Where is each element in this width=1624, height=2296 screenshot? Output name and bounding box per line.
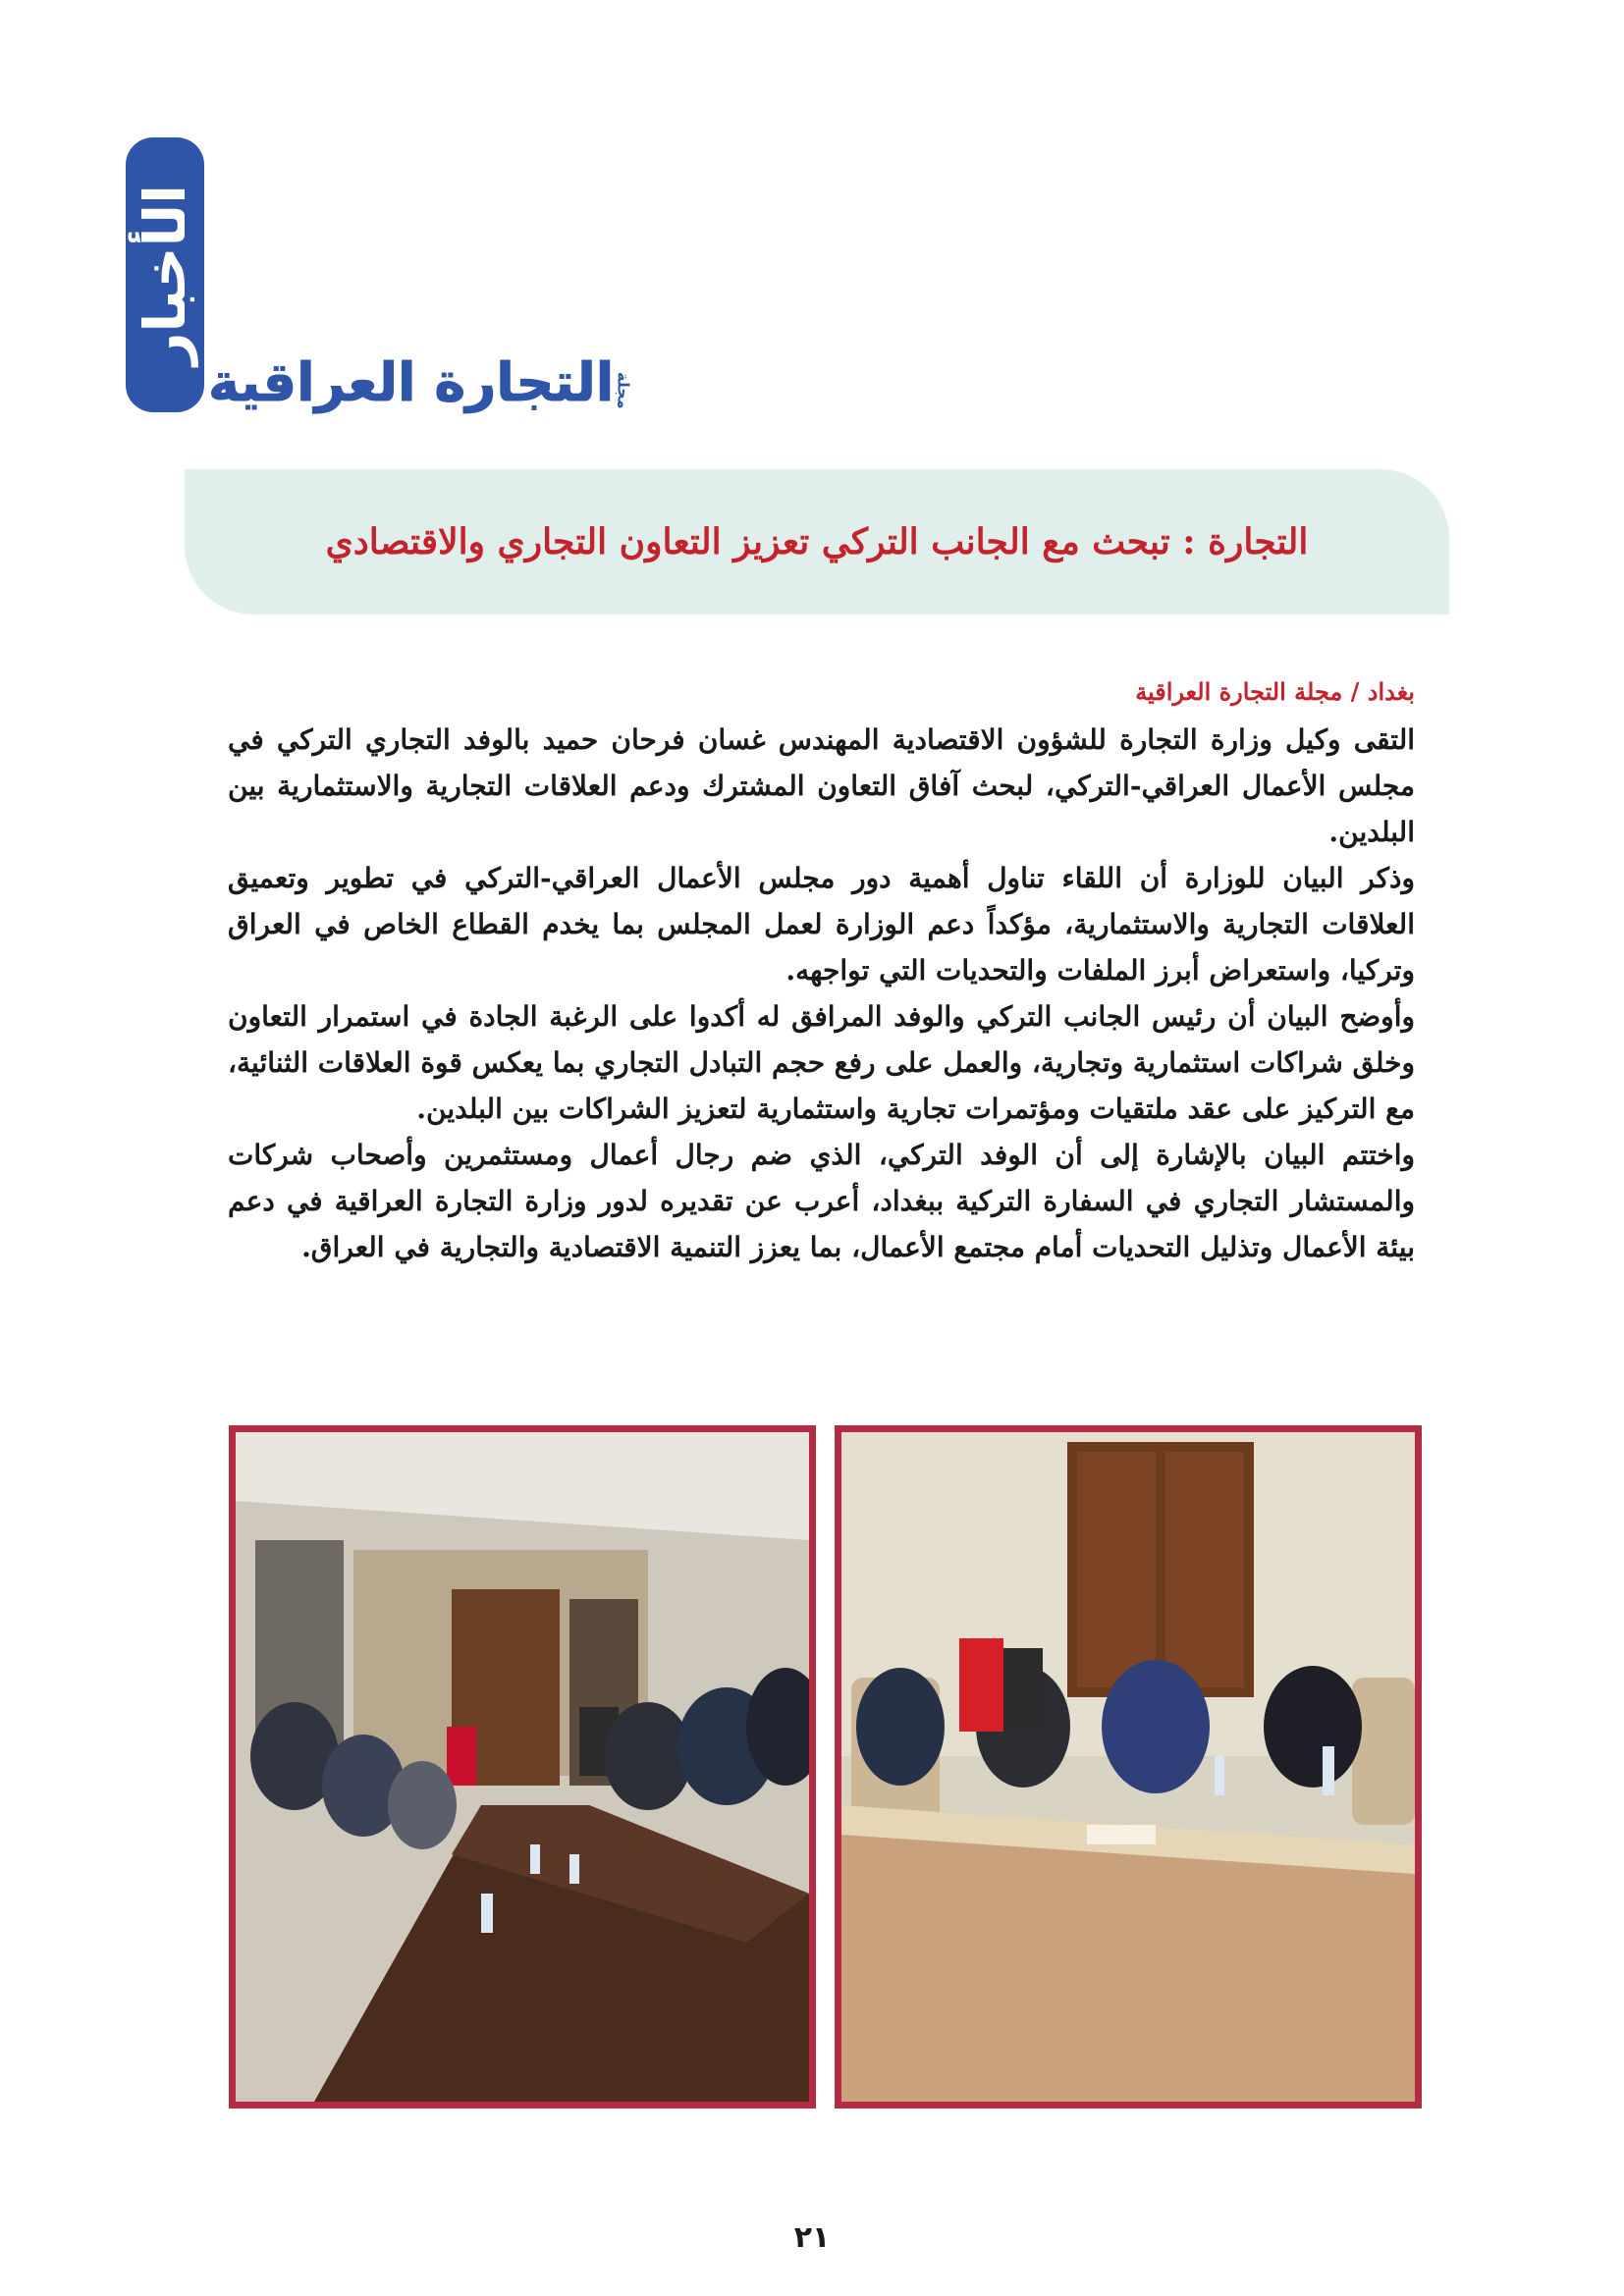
page-number: ٢١ xyxy=(793,2220,831,2255)
logo-name: التجارة العراقية xyxy=(208,351,615,413)
article-paragraph: واختتم البيان بالإشارة إلى أن الوفد التركي، الذي ضم رجال أعمال ومستثمرين وأصحاب شركات والمستشار التجاري في السفارة التركية ببغداد، أعرب عن تقديره لدور وزارة التجارة العراقية في دعم بيئة الأعمال وتذليل التحديات أمام مجتمع الأعمال، بما يعزز التنمية الاقتصادية والتجارية في العراق. xyxy=(228,1139,1415,1263)
byline: بغداد / مجلة التجارة العراقية xyxy=(1135,677,1415,706)
magazine-logo xyxy=(208,348,638,417)
meeting-photo-head-table xyxy=(835,1425,1422,2109)
headline-banner xyxy=(185,469,1449,614)
meeting-photo-head-table-image xyxy=(841,1432,1415,2102)
article-paragraph: وذكر البيان للوزارة أن اللقاء تناول أهمية دور مجلس الأعمال العراقي-التركي في تطوير وتعميق العلاقات التجارية والاستثمارية، مؤكداً دعم الوزارة لعمل المجلس بما يخدم القطاع الخاص في العراق وتركيا، واستعراض أبرز الملفات والتحديات التي تواجهه. xyxy=(228,862,1415,987)
logo-prefix: مجلة xyxy=(614,372,633,409)
section-tab xyxy=(126,137,204,412)
section-tab-label: الأخبار xyxy=(132,184,198,366)
headline: التجارة : تبحث مع الجانب التركي تعزيز التعاون التجاري والاقتصادي xyxy=(325,521,1309,562)
article-body xyxy=(228,717,1415,1270)
article-paragraph: التقى وكيل وزارة التجارة للشؤون الاقتصادية المهندس غسان فرحان حميد بالوفد التجاري التركي في مجلس الأعمال العراقي-التركي، لبحث آفاق التعاون المشترك ودعم العلاقات التجارية والاستثمارية بين البلدين. xyxy=(228,723,1416,848)
meeting-photo-wide-image xyxy=(236,1432,809,2102)
meeting-photo-wide xyxy=(229,1425,816,2109)
article-paragraph: وأوضح البيان أن رئيس الجانب التركي والوفد المرافق له أكدوا على الرغبة الجادة في استمرار التعاون وخلق شراكات استثمارية وتجارية، والعمل على رفع حجم التبادل التجاري بما يعكس قوة العلاقات الثنائية، مع التركيز على عقد ملتقيات ومؤتمرات تجارية واستثمارية لتعزيز الشراكات بين البلدين. xyxy=(228,1000,1415,1125)
